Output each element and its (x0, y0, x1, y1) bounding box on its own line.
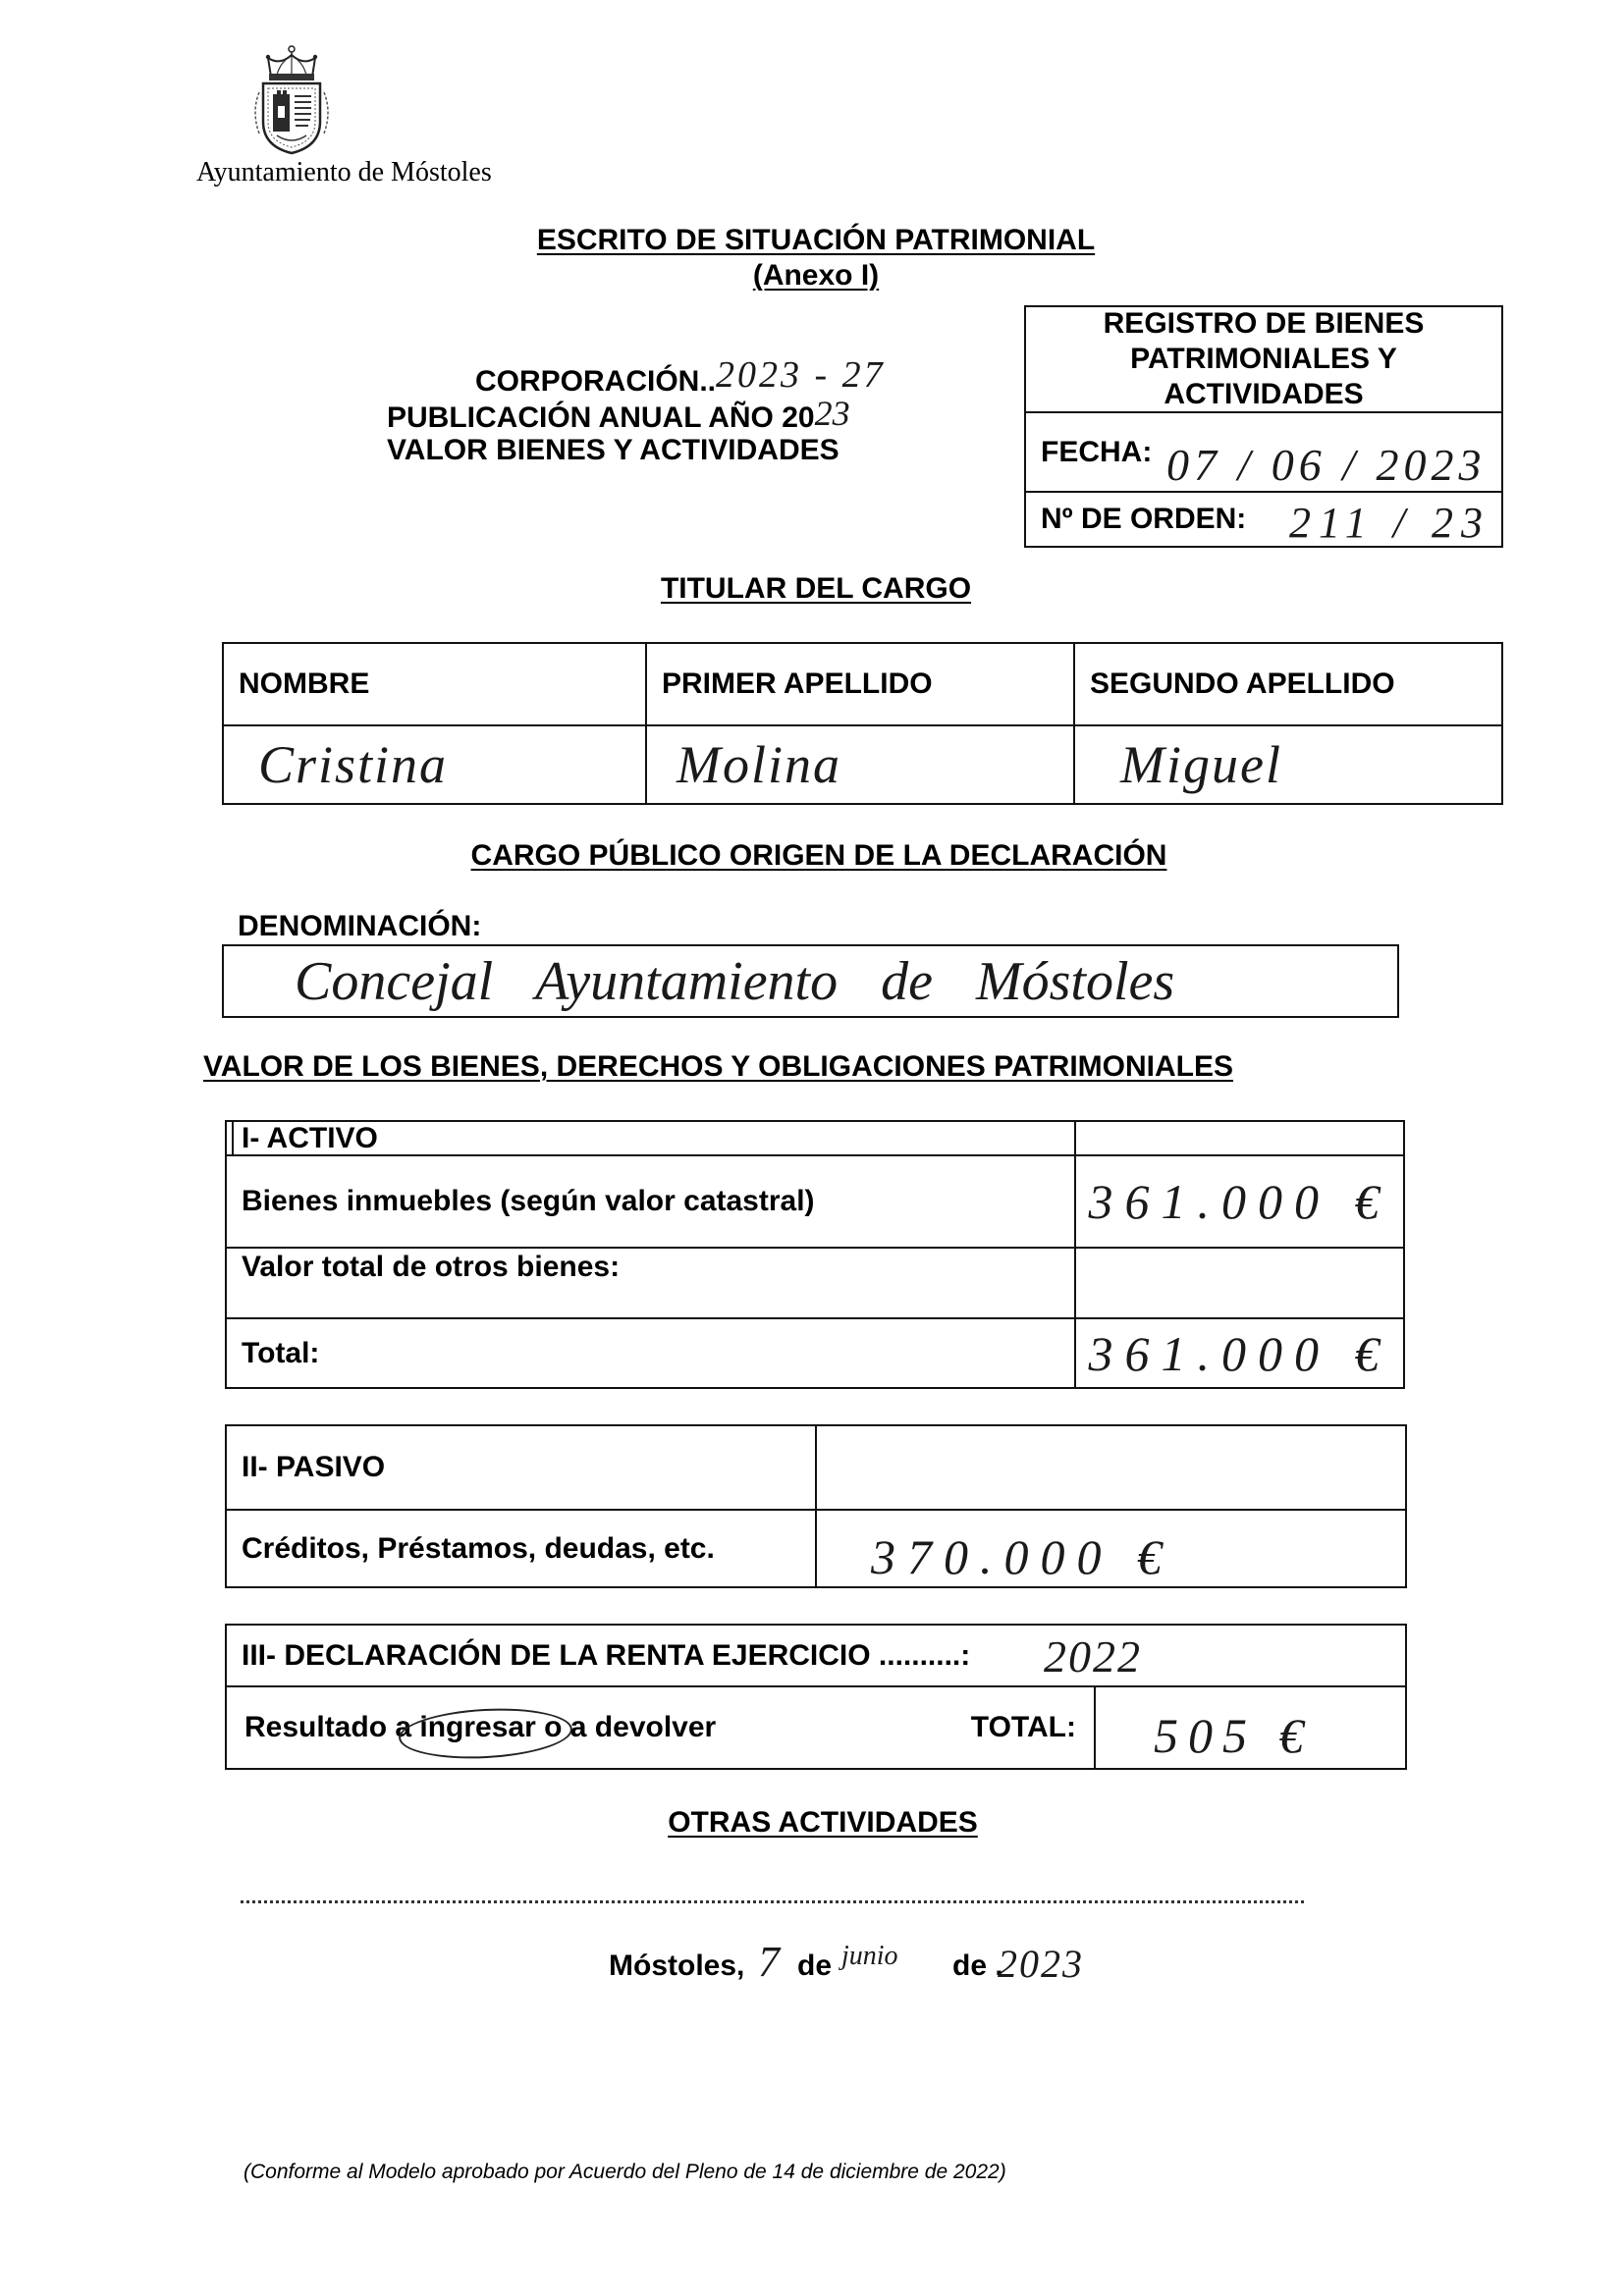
activo-title-value (1076, 1122, 1403, 1156)
value-nombre (224, 726, 647, 803)
denominacion-label: DENOMINACIÓN: (238, 910, 482, 942)
titular-heading: TITULAR DEL CARGO (660, 572, 972, 605)
value-segundo-apellido (1075, 726, 1501, 803)
fecha-row (1026, 413, 1501, 493)
titular-table (222, 642, 1503, 805)
renta-label: III- DECLARACIÓN DE LA RENTA EJERCICIO ..........: (242, 1638, 971, 1672)
activo-title (227, 1122, 1076, 1156)
orden-value: 211 / 23 (1289, 499, 1490, 547)
denominacion-box (222, 944, 1399, 1018)
fecha-value: 07 / 06 / 2023 (1166, 440, 1487, 490)
nombre-text: Cristina (258, 735, 449, 794)
activo-row-label: Bienes inmuebles (según valor catastral) (227, 1156, 1076, 1249)
activo-table (225, 1120, 1405, 1389)
municipality-name: Ayuntamiento de Móstoles (196, 157, 492, 187)
date-month: junio (841, 1941, 898, 1971)
pasivo-row-value (817, 1511, 1405, 1586)
orden-label: Nº DE ORDEN: (1041, 503, 1247, 535)
renta-total-value: 505 € (1154, 1708, 1314, 1763)
header-segundo-apellido: SEGUNDO APELLIDO (1075, 644, 1501, 726)
coat-of-arms-logo (247, 43, 336, 156)
date-de-2: de . (952, 1949, 1003, 1982)
resultado-prefix: Resultado a (244, 1711, 412, 1743)
pasivo-title-value (817, 1426, 1405, 1511)
activo-title-text: I- ACTIVO (242, 1122, 378, 1154)
bienes-inmuebles-value: 361.000 € (1088, 1174, 1391, 1229)
renta-table (225, 1624, 1407, 1770)
date-place: Móstoles, (609, 1949, 745, 1982)
total-value-cell (1096, 1687, 1405, 1768)
cargo-heading: CARGO PÚBLICO ORIGEN DE LA DECLARACIÓN (470, 839, 1167, 872)
dotted-line (241, 1900, 1304, 1903)
creditos-value: 370.000 € (871, 1528, 1173, 1584)
header-nombre: NOMBRE (224, 644, 647, 726)
publicacion-line (387, 394, 850, 436)
inner-border-line (232, 1122, 234, 1154)
activo-row-value (1076, 1156, 1403, 1249)
date-year: 2023 (998, 1942, 1084, 1986)
pasivo-table (225, 1424, 1407, 1588)
resultado-option-ingresar: ingresar (419, 1711, 536, 1743)
valor-heading: VALOR DE LOS BIENES, DERECHOS Y OBLIGACIONES PATRIMONIALES (203, 1050, 1234, 1083)
total-label: TOTAL: (970, 1711, 1076, 1743)
corporacion-value: 2023 - 27 (716, 354, 886, 396)
segundo-apellido-text: Miguel (1120, 735, 1282, 794)
registro-header (1026, 307, 1501, 413)
date-de-1: de (797, 1949, 833, 1982)
resultado-suffix: o a devolver (544, 1711, 717, 1743)
activo-row-value (1076, 1319, 1403, 1387)
renta-row (227, 1626, 1405, 1687)
activo-row-value (1076, 1249, 1403, 1319)
corporacion-label: CORPORACIÓN.. (475, 365, 717, 398)
registro-box (1024, 305, 1503, 548)
pasivo-row-label: Créditos, Préstamos, deudas, etc. (227, 1511, 817, 1586)
activo-row-label: Total: (227, 1319, 1076, 1387)
total-activo-value: 361.000 € (1088, 1325, 1391, 1381)
publicacion-value: 23 (814, 394, 850, 433)
primer-apellido-text: Molina (677, 735, 841, 794)
fecha-label: FECHA: (1041, 435, 1153, 468)
resultado-row (227, 1687, 1096, 1768)
pasivo-title: II- PASIVO (227, 1426, 817, 1511)
renta-ejercicio-value: 2022 (1044, 1631, 1142, 1682)
date-day: 7 (758, 1938, 780, 1986)
value-primer-apellido (647, 726, 1075, 803)
document-subtitle: (Anexo I) (752, 259, 880, 292)
denominacion-value: Concejal Ayuntamiento de Móstoles (295, 950, 1175, 1012)
publicacion-label: PUBLICACIÓN ANUAL AÑO 20 (387, 401, 815, 434)
registro-title-line: PATRIMONIALES Y (1130, 343, 1397, 375)
header-primer-apellido: PRIMER APELLIDO (647, 644, 1075, 726)
registro-title-line: REGISTRO DE BIENES (1103, 307, 1425, 340)
registro-title-line: ACTIVIDADES (1164, 378, 1364, 410)
footer-note: (Conforme al Modelo aprobado por Acuerdo del Pleno de 14 de diciembre de 2022) (244, 2161, 1006, 2183)
document-title: ESCRITO DE SITUACIÓN PATRIMONIAL (536, 224, 1096, 256)
valor-bienes-label: VALOR BIENES Y ACTIVIDADES (387, 434, 839, 466)
activo-row-label: Valor total de otros bienes: (227, 1249, 1076, 1319)
otras-actividades-heading: OTRAS ACTIVIDADES (668, 1806, 978, 1839)
orden-row (1026, 493, 1501, 546)
